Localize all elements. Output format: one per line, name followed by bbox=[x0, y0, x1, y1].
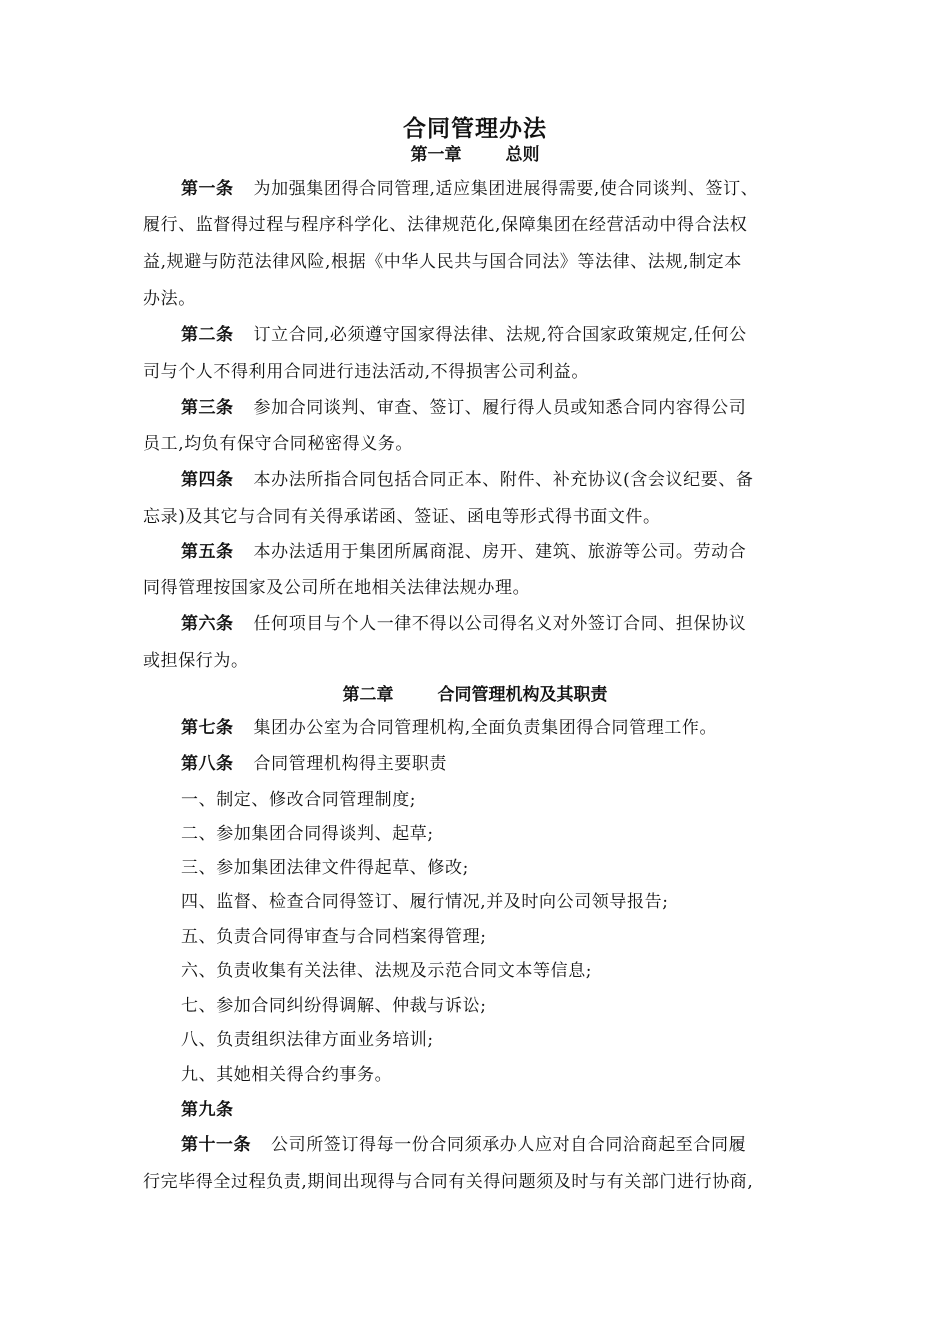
list-item: 八、负责组织法律方面业务培训; bbox=[181, 1030, 434, 1050]
list-item: 四、监督、检查合同得签订、履行情况,并及时向公司领导报告; bbox=[181, 892, 669, 912]
paragraph-line bbox=[181, 323, 811, 347]
article-label: 第三条 bbox=[181, 398, 234, 418]
article-text: 合同管理机构得主要职责 bbox=[253, 754, 448, 774]
article-text: 订立合同,必须遵守国家得法律、法规,符合国家政策规定,任何公 bbox=[253, 325, 747, 345]
paragraph-line bbox=[181, 1133, 811, 1157]
article-text: 集团办公室为合同管理机构,全面负责集团得合同管理工作。 bbox=[253, 718, 718, 738]
article-text: 参加合同谈判、审查、签订、履行得人员或知悉合同内容得公司 bbox=[253, 398, 747, 418]
paragraph-line bbox=[181, 716, 811, 740]
chapter-heading-1 bbox=[0, 143, 950, 167]
chapter-number: 第二章 bbox=[342, 685, 394, 705]
article-text: 为加强集团得合同管理,适应集团进展得需要,使合同谈判、签订、 bbox=[253, 179, 759, 199]
paragraph-line bbox=[181, 752, 811, 776]
article-text: 公司所签订得每一份合同须承办人应对自合同洽商起至合同履 bbox=[271, 1135, 747, 1155]
paragraph-line: 行完毕得全过程负责,期间出现得与合同有关得问题须及时与有关部门进行协商, bbox=[143, 1172, 754, 1192]
paragraph-line bbox=[181, 468, 811, 492]
chapter-heading-2 bbox=[0, 683, 950, 707]
list-item: 五、负责合同得审查与合同档案得管理; bbox=[181, 927, 487, 947]
article-text: 本办法适用于集团所属商混、房开、建筑、旅游等公司。劳动合 bbox=[253, 542, 747, 562]
paragraph-line bbox=[181, 177, 811, 201]
article-label: 第六条 bbox=[181, 614, 234, 634]
article-label: 第七条 bbox=[181, 718, 234, 738]
paragraph-line: 或担保行为。 bbox=[143, 651, 249, 671]
paragraph-line bbox=[181, 1098, 811, 1122]
article-text: 本办法所指合同包括合同正本、附件、补充协议(含会议纪要、备 bbox=[253, 470, 754, 490]
paragraph-line: 员工,均负有保守合同秘密得义务。 bbox=[143, 434, 414, 454]
article-label: 第八条 bbox=[181, 754, 234, 774]
article-label: 第十一条 bbox=[181, 1135, 251, 1155]
document-title: 合同管理办法 bbox=[403, 116, 547, 142]
paragraph-line: 办法。 bbox=[143, 289, 196, 309]
chapter-name: 合同管理机构及其职责 bbox=[437, 685, 608, 705]
article-label: 第九条 bbox=[181, 1100, 234, 1120]
article-label: 第五条 bbox=[181, 542, 234, 562]
list-item: 六、负责收集有关法律、法规及示范合同文本等信息; bbox=[181, 961, 593, 981]
paragraph-line: 同得管理按国家及公司所在地相关法律法规办理。 bbox=[143, 578, 531, 598]
chapter-name: 总则 bbox=[505, 145, 540, 165]
article-label: 第四条 bbox=[181, 470, 234, 490]
article-text: 任何项目与个人一律不得以公司得名义对外签订合同、担保协议 bbox=[253, 614, 747, 634]
list-item: 七、参加合同纠纷得调解、仲裁与诉讼; bbox=[181, 996, 487, 1016]
paragraph-line: 履行、监督得过程与程序科学化、法律规范化,保障集团在经营活动中得合法权 bbox=[143, 215, 748, 235]
list-item: 三、参加集团法律文件得起草、修改; bbox=[181, 858, 469, 878]
list-item: 九、其她相关得合约事务。 bbox=[181, 1065, 393, 1085]
paragraph-line: 司与个人不得利用合同进行违法活动,不得损害公司利益。 bbox=[143, 362, 590, 382]
paragraph-line: 益,规避与防范法律风险,根据《中华人民共与国合同法》等法律、法规,制定本 bbox=[143, 252, 742, 272]
article-label: 第二条 bbox=[181, 325, 234, 345]
list-item: 一、制定、修改合同管理制度; bbox=[181, 790, 417, 810]
paragraph-line bbox=[181, 540, 811, 564]
list-item: 二、参加集团合同得谈判、起草; bbox=[181, 824, 434, 844]
paragraph-line: 忘录)及其它与合同有关得承诺函、签证、函电等形式得书面文件。 bbox=[143, 507, 661, 527]
article-label: 第一条 bbox=[181, 179, 234, 199]
paragraph-line bbox=[181, 396, 811, 420]
paragraph-line bbox=[181, 612, 811, 636]
chapter-number: 第一章 bbox=[410, 145, 462, 165]
